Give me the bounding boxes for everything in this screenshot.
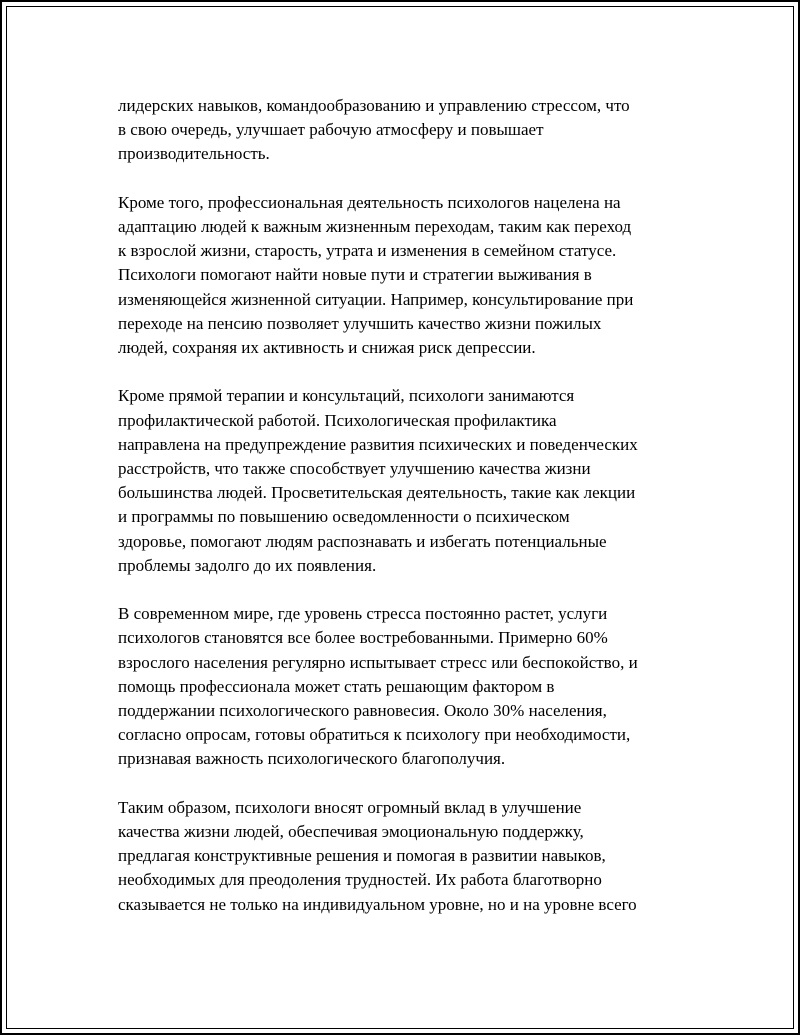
text-line: изменяющейся жизненной ситуации. Например, консультирование при (118, 289, 634, 309)
text-line: большинства людей. Просветительская деятельность, такие как лекции (118, 483, 636, 503)
text-line: Кроме того, профессиональная деятельность психологов нацелена на (118, 192, 621, 212)
text-line: и программы по повышению осведомленности о психическом (118, 507, 570, 527)
paragraph-5 (118, 796, 686, 917)
text-line: адаптацию людей к важным жизненным переходам, таким как переход (118, 217, 632, 236)
paragraph-4 (118, 602, 686, 771)
text-line: помощь профессионала может стать решающим фактором в (118, 676, 555, 696)
text-line: в свою очередь, улучшает рабочую атмосферу и повышает (118, 120, 544, 140)
text-line: сказывается не только на индивидуальном уровне, но и на уровне всего (118, 894, 637, 914)
text-line: В современном мире, где уровень стресса постоянно растет, услуги (118, 604, 608, 624)
text-line: производительность. (118, 144, 270, 164)
text-line: здоровье, помогают людям распознавать и избегать потенциальные (118, 531, 607, 551)
text-line: лидерских навыков, командообразованию и управлению стрессом, что (118, 96, 630, 115)
text-line: Кроме прямой терапии и консультаций, психологи занимаются (118, 386, 575, 406)
document-body (118, 94, 686, 941)
text-line: взрослого населения регулярно испытывает стресс или беспокойство, и (118, 652, 638, 672)
text-line: необходимых для преодоления трудностей. Их работа благотворно (118, 870, 602, 890)
text-line: качества жизни людей, обеспечивая эмоциональную поддержку, (118, 822, 584, 842)
text-line: Таким образом, психологи вносят огромный вклад в улучшение (118, 797, 582, 817)
text-line: согласно опросам, готовы обратиться к психологу при необходимости, (118, 725, 631, 745)
paragraph-2 (118, 191, 686, 360)
text-line: профилактической работой. Психологическая профилактика (118, 410, 557, 430)
text-line: поддержании психологического равновесия. Около 30% населения, (118, 701, 607, 721)
paragraph-1 (118, 94, 686, 167)
text-line: переходе на пенсию позволяет улучшить качество жизни пожилых (118, 313, 602, 333)
text-line: людей, сохраняя их активность и снижая риск депрессии. (118, 338, 536, 358)
paragraph-3 (118, 384, 686, 578)
text-line: проблемы задолго до их появления. (118, 555, 377, 575)
text-line: направлена на предупреждение развития психических и поведенческих (118, 434, 638, 454)
text-line: к взрослой жизни, старость, утрата и изменения в семейном статусе. (118, 241, 617, 261)
text-line: предлагая конструктивные решения и помогая в развитии навыков, (118, 846, 606, 866)
text-line: Психологи помогают найти новые пути и стратегии выживания в (118, 265, 592, 285)
text-line: признавая важность психологического благополучия. (118, 749, 506, 769)
text-line: расстройств, что также способствует улучшению качества жизни (118, 459, 591, 479)
text-line: психологов становятся все более востребованными. Примерно 60% (118, 628, 608, 648)
